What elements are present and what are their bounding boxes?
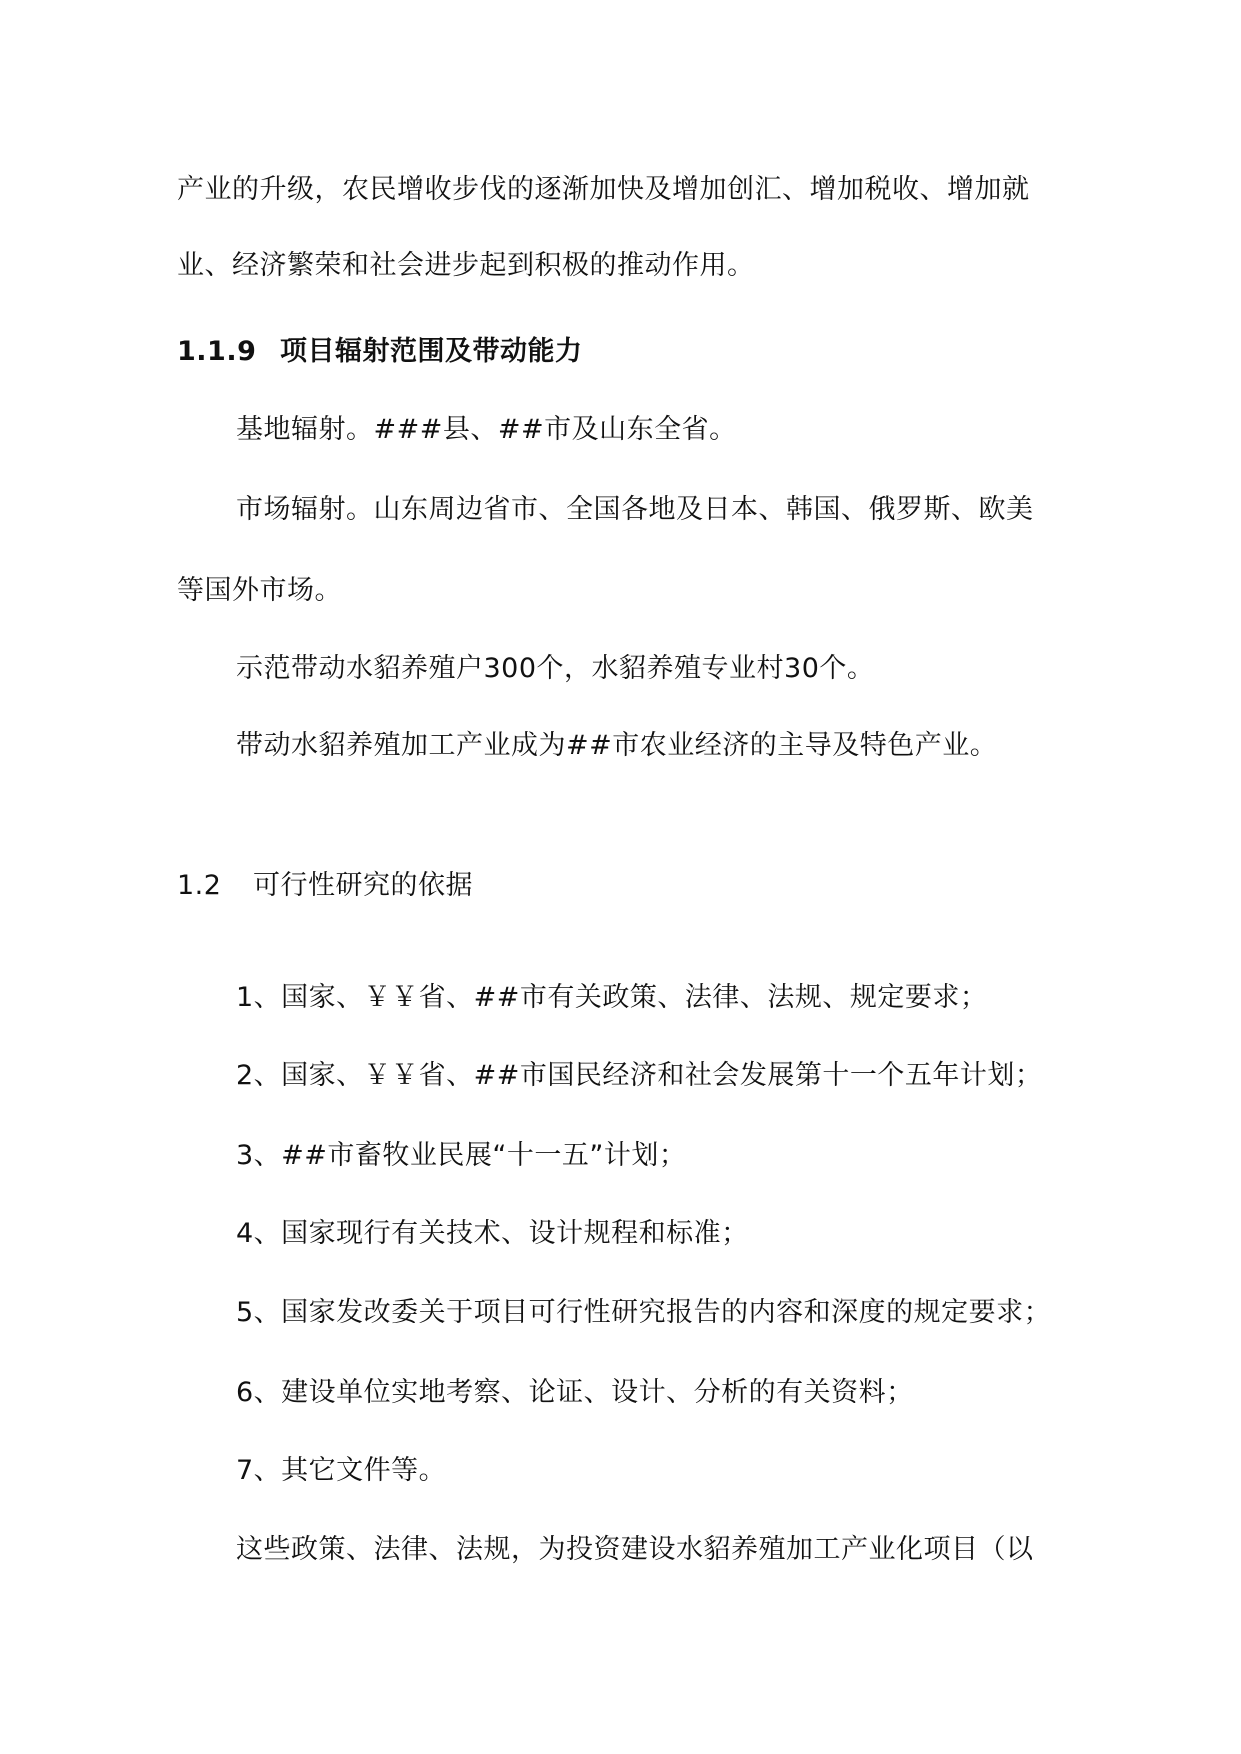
- paragraph-market-radiation-line-1: 市场辐射。山东周边省市、全国各地及日本、韩国、俄罗斯、欧美: [236, 494, 1034, 525]
- list-item: 6、建设单位实地考察、论证、设计、分析的有关资料；: [236, 1377, 914, 1408]
- intro-line-1: 产业的升级，农民增收步伐的逐渐加快及增加创汇、增加税收、增加就: [177, 174, 1030, 205]
- list-item: 1、国家、￥￥省、##市有关政策、法律、法规、规定要求；: [236, 982, 988, 1013]
- list-item: 7、其它文件等。: [236, 1455, 447, 1486]
- section-number: 1.1.9: [177, 336, 257, 367]
- list-item: 3、##市畜牧业民展“十一五”计划；: [236, 1140, 687, 1171]
- paragraph-base-radiation: 基地辐射。###县、##市及山东全省。: [236, 414, 737, 445]
- section-title: 可行性研究的依据: [253, 870, 473, 901]
- list-item: 4、国家现行有关技术、设计规程和标准；: [236, 1218, 749, 1249]
- paragraph-demonstration: 示范带动水貂养殖户300个，水貂养殖专业村30个。: [236, 653, 875, 684]
- intro-line-2: 业、经济繁荣和社会进步起到积极的推动作用。: [177, 250, 755, 281]
- paragraph-industry-lead: 带动水貂养殖加工产业成为##市农业经济的主导及特色产业。: [236, 730, 998, 761]
- list-item: 2、国家、￥￥省、##市国民经济和社会发展第十一个五年计划；: [236, 1060, 1043, 1091]
- section-heading-1-1-9: [177, 332, 583, 372]
- list-item: 5、国家发改委关于项目可行性研究报告的内容和深度的规定要求；: [236, 1297, 1052, 1328]
- section-heading-1-2: [177, 866, 473, 906]
- paragraph-market-radiation-line-2: 等国外市场。: [177, 575, 342, 606]
- section-number: 1.2: [177, 870, 222, 901]
- section-title: 项目辐射范围及带动能力: [280, 336, 583, 367]
- closing-paragraph: 这些政策、法律、法规，为投资建设水貂养殖加工产业化项目（以: [236, 1534, 1034, 1565]
